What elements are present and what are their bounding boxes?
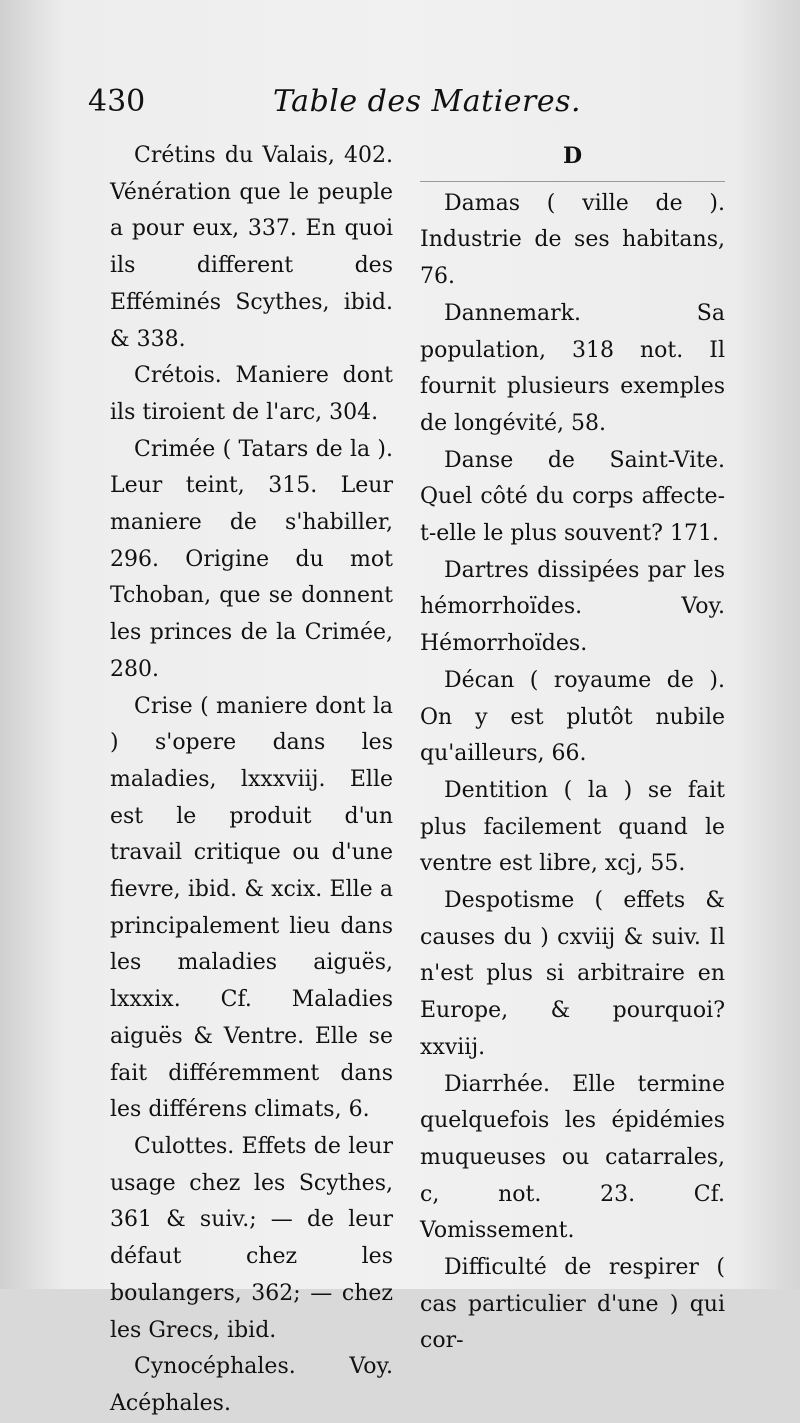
index-entry-dartres: Dartres dissipées par les hémorrhoïdes. Voy. Hémorrhoïdes.	[420, 557, 725, 657]
letter-divider	[420, 181, 725, 182]
index-entry-diarrhee: Diarrhée. Elle termine quelquefois les épidémies muqueuses ou catarrales, c, not. 23. Cf. Vomissement.	[420, 1071, 725, 1244]
right-column	[420, 138, 725, 1360]
index-entry-dentition: Dentition ( la ) se fait plus facilement quand le ventre est libre, xcj, 55.	[420, 777, 725, 877]
index-entry-dannemark: Dannemark. Sa population, 318 not. Il fournit plusieurs exemples de longévité, 58.	[420, 300, 725, 436]
index-entry-danse: Danse de Saint-Vite. Quel côté du corps affecte-t-elle le plus souvent? 171.	[420, 447, 725, 547]
page-number: 430	[88, 84, 146, 119]
letter-heading: D	[562, 143, 583, 169]
index-entry-cretois: Crétois. Maniere dont ils tiroient de l'arc, 304.	[110, 363, 393, 425]
index-entry-despotisme: Despotisme ( effets & causes du ) cxviij & suiv. Il n'est plus si arbitraire en Europe, & pourquoi? xxviij.	[420, 888, 725, 1060]
left-column	[110, 138, 393, 1423]
running-title: Table des Matieres.	[273, 84, 582, 119]
running-head	[88, 84, 728, 124]
index-entry-decan: Décan ( royaume de ). On y est plutôt nubile qu'ailleurs, 66.	[420, 667, 725, 767]
index-entry-crimee: Crimée ( Tatars de la ). Leur teint, 315. Leur maniere de s'habiller, 296. Origine du mot Tchoban, que se donnent les princes de la Crimée, 280.	[110, 436, 393, 682]
index-entry-culottes: Culottes. Effets de leur usage chez les Scythes, 361 & suiv.; — de leur défaut chez les boulangers, 362; — chez les Grecs, ibid.	[110, 1133, 393, 1343]
index-entry-cynocephales: Cynocéphales. Voy. Acéphales.	[110, 1354, 393, 1416]
index-entry-difficulte: Difficulté de respirer ( cas particulier d'une ) qui cor-	[420, 1255, 725, 1354]
index-entry-crise: Crise ( maniere dont la ) s'opere dans les maladies, lxxxviij. Elle est le produit d'un travail critique ou d'une fievre, ibid. & xcix. Elle a principalement lieu dans les maladies aiguës, lxxxix. Cf. Maladies aiguës & Ventre. Elle se fait différemment dans les différens climats, 6.	[110, 693, 393, 1123]
index-entry-damas: Damas ( ville de ). Industrie de ses habitans, 76.	[420, 190, 725, 290]
index-entry-cretins: Crétins du Valais, 402. Vénération que le peuple a pour eux, 337. En quoi ils different des Efféminés Scythes, ibid. & 338.	[110, 143, 393, 352]
